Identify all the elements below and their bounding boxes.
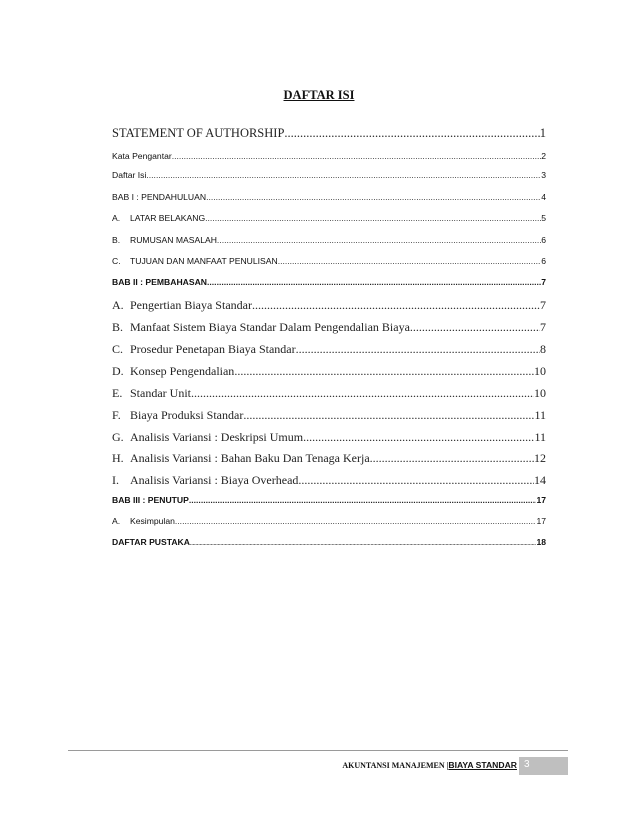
toc-entry-daftar-pustaka [112, 537, 546, 547]
toc-entry-standar-unit [112, 386, 546, 401]
toc-entry-number: A. [112, 213, 121, 223]
toc-entry-text: Analisis Variansi : Biaya Overhead [130, 473, 299, 487]
toc-entry-page: 11 [534, 430, 546, 444]
toc-entry-text: BAB III : PENUTUP [112, 495, 189, 505]
toc-entry-number: B. [112, 235, 121, 245]
toc-entry-number: E. [112, 386, 123, 400]
toc-entry-page: 12 [534, 451, 546, 465]
toc-leader-dots [243, 408, 534, 423]
toc-entry-variansi-overhead [112, 473, 546, 488]
toc-entry-variansi-bahan [112, 451, 546, 466]
toc-entry-daftar-isi [112, 170, 546, 180]
toc-entry-text: RUMUSAN MASALAH [130, 235, 217, 245]
footer-page-number: 3 [524, 759, 530, 770]
toc-entry-kesimpulan [112, 516, 546, 526]
toc-entry-page: 14 [534, 473, 546, 487]
page-footer [0, 757, 638, 775]
toc-entry-page: 18 [536, 537, 546, 547]
toc-entry-prosedur [112, 342, 546, 357]
toc-leader-dots [217, 235, 541, 245]
toc-entry-statement [112, 126, 546, 141]
toc-entry-page: 6 [541, 235, 546, 245]
toc-entry-text: DAFTAR PUSTAKA [112, 537, 190, 547]
toc-entry-number: C. [112, 256, 121, 266]
toc-entry-number: G. [112, 430, 124, 444]
toc-leader-dots [410, 320, 540, 335]
toc-leader-dots [296, 342, 540, 357]
page-title: DAFTAR ISI [283, 88, 355, 102]
toc-entry-text: Standar Unit [130, 386, 191, 400]
footer-subject: BIAYA STANDAR [448, 760, 517, 770]
toc-entry-biaya-produksi [112, 408, 546, 423]
toc-entry-page: 7 [540, 298, 546, 312]
toc-entry-page: 7 [541, 277, 546, 287]
toc-entry-text: TUJUAN DAN MANFAAT PENULISAN [130, 256, 278, 266]
toc-entry-page: 11 [534, 408, 546, 422]
toc-entry-page: 1 [539, 126, 546, 140]
toc-entry-variansi-deskripsi [112, 430, 546, 445]
toc-entry-text: Kata Pengantar [112, 151, 172, 161]
toc-entry-text: BAB II : PEMBAHASAN [112, 277, 208, 287]
toc-entry-number: F. [112, 408, 121, 422]
toc-entry-number: A. [112, 516, 121, 526]
toc-entry-pengertian [112, 298, 546, 313]
toc-leader-dots [234, 364, 534, 379]
toc-entry-page: 6 [541, 256, 546, 266]
toc-entry-manfaat [112, 320, 546, 335]
toc-entry-bab-2 [112, 277, 546, 287]
footer-separator: | [446, 761, 449, 770]
toc-leader-dots [207, 277, 541, 287]
toc-entry-text: STATEMENT OF AUTHORSHIP [112, 126, 285, 140]
toc-leader-dots [205, 213, 541, 223]
toc-entry-text: Manfaat Sistem Biaya Standar Dalam Pengendalian Biaya [130, 320, 410, 334]
toc-entry-page: 5 [541, 213, 546, 223]
toc-leader-dots [175, 516, 537, 526]
toc-entry-number: D. [112, 364, 124, 378]
toc-leader-dots [370, 451, 534, 466]
toc-leader-dots [189, 495, 537, 505]
toc-entry-text: LATAR BELAKANG [130, 213, 206, 223]
toc-leader-dots [190, 541, 536, 547]
toc-entry-text: Konsep Pengendalian [130, 364, 235, 378]
toc-entry-number: I. [112, 473, 119, 487]
toc-leader-dots [206, 192, 541, 202]
footer-label [342, 760, 517, 770]
toc-entry-tujuan [112, 256, 546, 266]
toc-leader-dots [146, 170, 541, 180]
toc-entry-page: 10 [534, 364, 546, 378]
toc-leader-dots [278, 256, 542, 266]
toc-entry-kata-pengantar [112, 151, 546, 161]
toc-entry-text: Analisis Variansi : Deskripsi Umum [130, 430, 304, 444]
toc-entry-number: A. [112, 298, 124, 312]
toc-entry-page: 2 [541, 151, 546, 161]
toc-entry-text: BAB I : PENDAHULUAN [112, 192, 207, 202]
toc-entry-number: B. [112, 320, 124, 334]
toc-entry-bab-3 [112, 495, 546, 505]
toc-entry-page: 4 [541, 192, 546, 202]
toc-leader-dots [172, 151, 541, 161]
toc-entry-text: Pengertian Biaya Standar [130, 298, 252, 312]
toc-leader-dots [303, 430, 534, 445]
toc-entry-page: 8 [540, 342, 546, 356]
toc-entry-text: Daftar Isi [112, 170, 147, 180]
toc-entry-page: 17 [536, 516, 546, 526]
toc-entry-page: 10 [534, 386, 546, 400]
toc-entry-bab-1 [112, 192, 546, 202]
toc-entry-text: Analisis Variansi : Bahan Baku Dan Tenaga Kerja [130, 451, 370, 465]
toc-entry-text: Biaya Produksi Standar [130, 408, 244, 422]
toc-entry-page: 7 [540, 320, 546, 334]
toc-leader-dots [191, 386, 534, 401]
toc-leader-dots [252, 298, 540, 313]
footer-course: AKUNTANSI MANAJEMEN [342, 761, 445, 770]
toc-entry-text: Prosedur Penetapan Biaya Standar [130, 342, 296, 356]
footer-divider [68, 750, 568, 751]
toc-entry-text: Kesimpulan [130, 516, 175, 526]
toc-entry-konsep [112, 364, 546, 379]
toc-entry-latar-belakang [112, 213, 546, 223]
toc-entry-rumusan-masalah [112, 235, 546, 245]
toc-entry-number: H. [112, 451, 124, 465]
toc-leader-dots [284, 126, 539, 141]
toc-entry-number: C. [112, 342, 124, 356]
toc-entry-page: 17 [536, 495, 546, 505]
toc-entry-page: 3 [541, 170, 546, 180]
toc-leader-dots [298, 473, 534, 488]
